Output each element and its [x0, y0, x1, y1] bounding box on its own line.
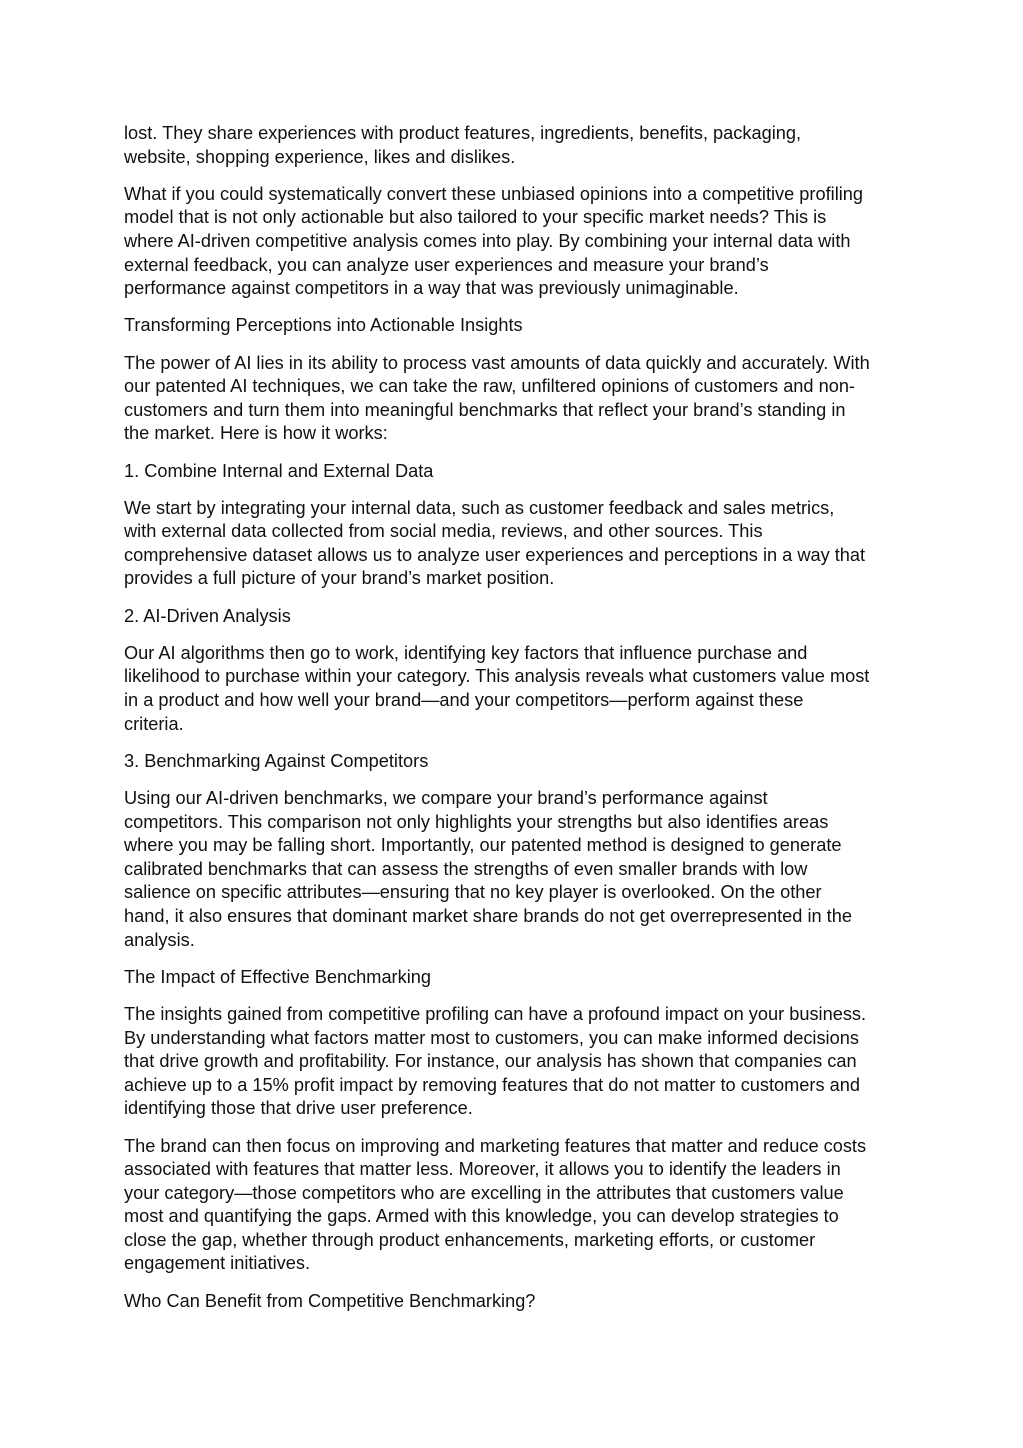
- text-line: associated with features that matter less. Moreover, it allows you to identify the leaders in: [124, 1159, 841, 1180]
- text-line: 3. Benchmarking Against Competitors: [124, 750, 429, 771]
- text-line: external feedback, you can analyze user experiences and measure your brand’s: [124, 254, 769, 275]
- body-paragraph: [124, 497, 909, 591]
- text-line: that drive growth and profitability. For instance, our analysis has shown that companies can: [124, 1051, 857, 1072]
- text-line: analysis.: [124, 929, 195, 950]
- text-line: Who Can Benefit from Competitive Benchmarking?: [124, 1290, 536, 1311]
- text-line: close the gap, whether through product enhancements, marketing efforts, or customer: [124, 1229, 816, 1250]
- document-page: [124, 122, 909, 1327]
- text-line: likelihood to purchase within your category. This analysis reveals what customers value most: [124, 666, 870, 687]
- text-line: criteria.: [124, 713, 184, 734]
- text-line: provides a full picture of your brand’s market position.: [124, 568, 555, 589]
- text-line: identifying those that drive user preference.: [124, 1098, 473, 1119]
- text-line: lost. They share experiences with product features, ingredients, benefits, packaging,: [124, 123, 802, 143]
- text-line: What if you could systematically convert these unbiased opinions into a competitive profiling: [124, 183, 864, 204]
- text-line: our patented AI techniques, we can take the raw, unfiltered opinions of customers and non-: [124, 376, 855, 397]
- text-line: customers and turn them into meaningful benchmarks that reflect your brand’s standing in: [124, 399, 846, 420]
- text-line: website, shopping experience, likes and dislikes.: [124, 146, 516, 167]
- text-line: competitors. This comparison not only highlights your strengths but also identifies areas: [124, 811, 829, 832]
- text-line: Using our AI-driven benchmarks, we compare your brand’s performance against: [124, 788, 768, 808]
- section-heading: [124, 605, 909, 629]
- body-paragraph: [124, 183, 909, 301]
- text-line: your category—those competitors who are excelling in the attributes that customers value: [124, 1182, 844, 1203]
- body-paragraph: [124, 642, 909, 736]
- text-line: hand, it also ensures that dominant market share brands do not get overrepresented in the: [124, 905, 852, 926]
- text-line: 1. Combine Internal and External Data: [124, 460, 434, 481]
- text-line: where AI-driven competitive analysis comes into play. By combining your internal data with: [124, 230, 851, 251]
- body-paragraph: [124, 787, 909, 952]
- text-line: The insights gained from competitive profiling can have a profound impact on your business.: [124, 1003, 867, 1024]
- section-heading: [124, 460, 909, 484]
- text-line: most and quantifying the gaps. Armed with this knowledge, you can develop strategies to: [124, 1206, 839, 1227]
- text-line: Our AI algorithms then go to work, identifying key factors that influence purchase and: [124, 642, 808, 663]
- section-heading: [124, 1290, 909, 1314]
- text-line: engagement initiatives.: [124, 1253, 311, 1274]
- body-paragraph: [124, 352, 909, 446]
- text-line: salience on specific attributes—ensuring that no key player is overlooked. On the other: [124, 882, 822, 903]
- text-line: We start by integrating your internal data, such as customer feedback and sales metrics,: [124, 497, 835, 518]
- text-line: performance against competitors in a way that was previously unimaginable.: [124, 278, 739, 299]
- section-heading: [124, 314, 909, 338]
- text-line: achieve up to a 15% profit impact by removing features that do not matter to customers and: [124, 1074, 860, 1095]
- text-line: Transforming Perceptions into Actionable Insights: [124, 315, 523, 336]
- text-line: model that is not only actionable but also tailored to your specific market needs? This is: [124, 207, 827, 228]
- text-line: calibrated benchmarks that can assess the strengths of even smaller brands with low: [124, 858, 808, 879]
- text-line: the market. Here is how it works:: [124, 423, 388, 444]
- text-line: By understanding what factors matter most to customers, you can make informed decisions: [124, 1027, 859, 1048]
- body-paragraph: [124, 122, 909, 169]
- text-line: with external data collected from social media, reviews, and other sources. This: [124, 521, 763, 542]
- section-heading: [124, 750, 909, 774]
- text-line: The Impact of Effective Benchmarking: [124, 966, 431, 987]
- body-paragraph: [124, 1135, 909, 1277]
- text-line: comprehensive dataset allows us to analyze user experiences and perceptions in a way that: [124, 544, 866, 565]
- text-line: The brand can then focus on improving and marketing features that matter and reduce costs: [124, 1135, 867, 1156]
- text-line: where you may be falling short. Importantly, our patented method is designed to generate: [124, 835, 842, 856]
- text-line: The power of AI lies in its ability to process vast amounts of data quickly and accurately. With: [124, 352, 870, 373]
- text-line: in a product and how well your brand—and your competitors—perform against these: [124, 690, 804, 711]
- body-paragraph: [124, 1003, 909, 1121]
- section-heading: [124, 966, 909, 990]
- text-line: 2. AI-Driven Analysis: [124, 605, 291, 626]
